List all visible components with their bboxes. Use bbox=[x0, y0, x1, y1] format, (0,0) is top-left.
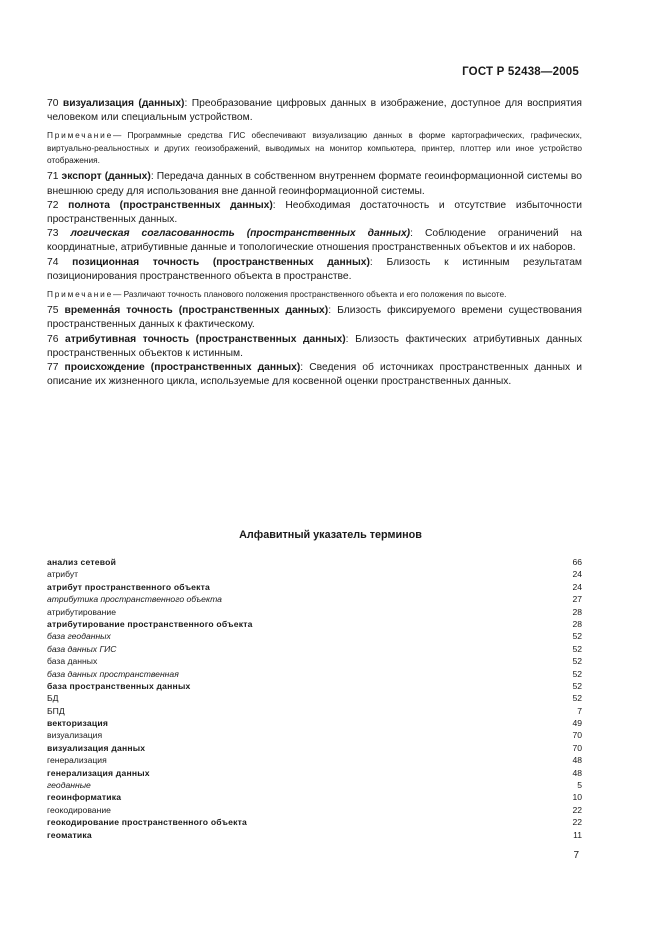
index-page: 52 bbox=[572, 631, 582, 642]
index-term: база данных ГИС bbox=[47, 643, 117, 654]
index-row bbox=[47, 618, 582, 630]
term-number: 74 bbox=[47, 256, 59, 268]
term-entry bbox=[47, 199, 582, 227]
term-entry bbox=[47, 333, 582, 361]
index-page: 24 bbox=[572, 569, 582, 580]
term-entry bbox=[47, 170, 582, 198]
index-row bbox=[47, 779, 582, 791]
index-row bbox=[47, 729, 582, 741]
index-page: 70 bbox=[572, 730, 582, 741]
term-name: логическая согласованность (пространственных данных) bbox=[70, 228, 411, 240]
index-row bbox=[47, 816, 582, 828]
term-definition: : Сведения об источниках пространственных данных и описание их жизненного цикла, используемые для косвенной оценки пространственных данных. bbox=[47, 362, 582, 388]
index-page: 22 bbox=[572, 804, 582, 815]
index-page: 5 bbox=[577, 780, 582, 791]
terms-section bbox=[47, 97, 582, 389]
index-row bbox=[47, 804, 582, 816]
index-row bbox=[47, 668, 582, 680]
index-term: анализ сетевой bbox=[47, 557, 117, 567]
index-term: база геоданных bbox=[47, 631, 111, 642]
index-row bbox=[47, 829, 582, 841]
index-term: база данных пространственная bbox=[47, 668, 179, 679]
term-number: 77 bbox=[47, 362, 59, 374]
index-page: 66 bbox=[572, 557, 582, 567]
index-term: геоданные bbox=[47, 780, 91, 791]
index-term: БД bbox=[47, 693, 59, 704]
index-page: 7 bbox=[577, 705, 582, 716]
term-definition: : Соблюдение ограничений на координатные, атрибутивные данные и топологические отношения пространственных объектов и их наборов. bbox=[47, 228, 582, 254]
term-definition: : Преобразование цифровых данных в изображение, доступное для восприятия человеком или специальным устройством. bbox=[47, 98, 582, 124]
index-term: геокодирование пространственного объекта bbox=[47, 817, 247, 828]
index-row bbox=[47, 680, 582, 692]
index-term: БПД bbox=[47, 705, 65, 716]
index-page: 52 bbox=[572, 656, 582, 667]
index-row bbox=[47, 581, 582, 593]
term-name: атрибутивная точность (пространственных данных) bbox=[65, 333, 346, 345]
index-term: геоматика bbox=[47, 829, 92, 840]
term-number: 73 bbox=[47, 228, 59, 240]
note-text: — Программные средства ГИС обеспечивают визуализацию данных в форме картографических, графических, виртуально-реальностных и других геоизображений, выводимых на монитор компьютера, принтер, плоттер или иное устройство отображения. bbox=[47, 130, 582, 165]
index-page: 48 bbox=[572, 767, 582, 778]
index-row bbox=[47, 754, 582, 766]
index-row bbox=[47, 593, 582, 605]
index-term: атрибут пространственного объекта bbox=[47, 581, 211, 592]
term-definition: : Близость фиксируемого времени существования пространственных данных к фактическому. bbox=[47, 305, 582, 331]
index-title: Алфавитный указатель терминов bbox=[239, 529, 422, 541]
index-page: 28 bbox=[572, 606, 582, 617]
index-row bbox=[47, 630, 582, 642]
index-row bbox=[47, 717, 582, 729]
index-page: 24 bbox=[572, 581, 582, 592]
index-row bbox=[47, 692, 582, 704]
index-term: атрибутирование пространственного объекта bbox=[47, 618, 253, 629]
index-row bbox=[47, 655, 582, 667]
index-row bbox=[47, 556, 582, 568]
note-label: Примечание bbox=[47, 288, 114, 299]
term-number: 72 bbox=[47, 199, 59, 211]
term-definition: : Передача данных в собственном внутреннем формате геоинформационной системы во внешнюю среду для использования вне данной геоинформационной системы. bbox=[47, 171, 582, 197]
index-page: 52 bbox=[572, 680, 582, 691]
document-code: ГОСТ Р 52438—2005 bbox=[462, 66, 579, 78]
term-name: происхождение (пространственных данных) bbox=[64, 362, 301, 374]
index-page: 49 bbox=[572, 718, 582, 729]
index-page: 52 bbox=[572, 668, 582, 679]
term-definition: : Близость к истинным результатам позиционирования пространственного объекта в пространстве. bbox=[47, 256, 582, 282]
term-number: 71 bbox=[47, 171, 59, 183]
index-list bbox=[47, 556, 582, 841]
index-page: 28 bbox=[572, 618, 582, 629]
index-term: векторизация bbox=[47, 718, 109, 729]
index-row bbox=[47, 705, 582, 717]
term-name: экспорт (данных) bbox=[61, 171, 151, 183]
page-number: 7 bbox=[573, 850, 579, 861]
note-text: — Различают точность планового положения пространственного объекта и его положения по высоте. bbox=[113, 288, 507, 299]
term-number: 75 bbox=[47, 305, 59, 317]
index-page: 52 bbox=[572, 693, 582, 704]
note-label: Примечание bbox=[47, 130, 114, 141]
term-entry bbox=[47, 256, 582, 284]
index-row bbox=[47, 742, 582, 754]
index-term: атрибут bbox=[47, 569, 79, 580]
term-number: 70 bbox=[47, 98, 59, 109]
index-term: база данных bbox=[47, 656, 98, 667]
index-row bbox=[47, 791, 582, 803]
index-term: атрибутирование bbox=[47, 606, 117, 617]
index-term: визуализация данных bbox=[47, 742, 146, 753]
term-definition: : Близость фактических атрибутивных данных пространственных объектов к истинным. bbox=[47, 333, 582, 359]
term-name: позиционная точность (пространственных данных) bbox=[72, 256, 370, 268]
term-entry bbox=[47, 227, 582, 255]
note bbox=[47, 288, 582, 300]
index-page: 22 bbox=[572, 817, 582, 828]
term-name: визуализация (данных) bbox=[62, 98, 185, 109]
index-page: 11 bbox=[573, 829, 582, 840]
index-page: 10 bbox=[572, 792, 582, 803]
index-term: генерализация bbox=[47, 755, 107, 766]
index-row bbox=[47, 606, 582, 618]
index-term: база пространственных данных bbox=[47, 680, 191, 691]
term-entry bbox=[47, 361, 582, 389]
term-name: временна́я точность (пространственных данных) bbox=[64, 305, 329, 317]
term-definition: : Необходимая достаточность и отсутствие избыточности пространственных данных. bbox=[47, 199, 582, 225]
term-entry bbox=[47, 97, 582, 125]
index-term: генерализация данных bbox=[47, 767, 150, 778]
index-row bbox=[47, 643, 582, 655]
index-page: 48 bbox=[572, 755, 582, 766]
term-name: полнота (пространственных данных) bbox=[68, 199, 273, 211]
term-entry bbox=[47, 304, 582, 332]
index-term: геокодирование bbox=[47, 804, 111, 815]
index-page: 52 bbox=[572, 643, 582, 654]
index-page: 27 bbox=[572, 594, 582, 605]
index-row bbox=[47, 568, 582, 580]
index-term: геоинформатика bbox=[47, 792, 122, 803]
index-row bbox=[47, 767, 582, 779]
note bbox=[47, 129, 582, 166]
index-term: визуализация bbox=[47, 730, 103, 741]
term-number: 76 bbox=[47, 333, 59, 345]
index-page: 70 bbox=[572, 742, 582, 753]
index-term: атрибутика пространственного объекта bbox=[47, 594, 222, 605]
